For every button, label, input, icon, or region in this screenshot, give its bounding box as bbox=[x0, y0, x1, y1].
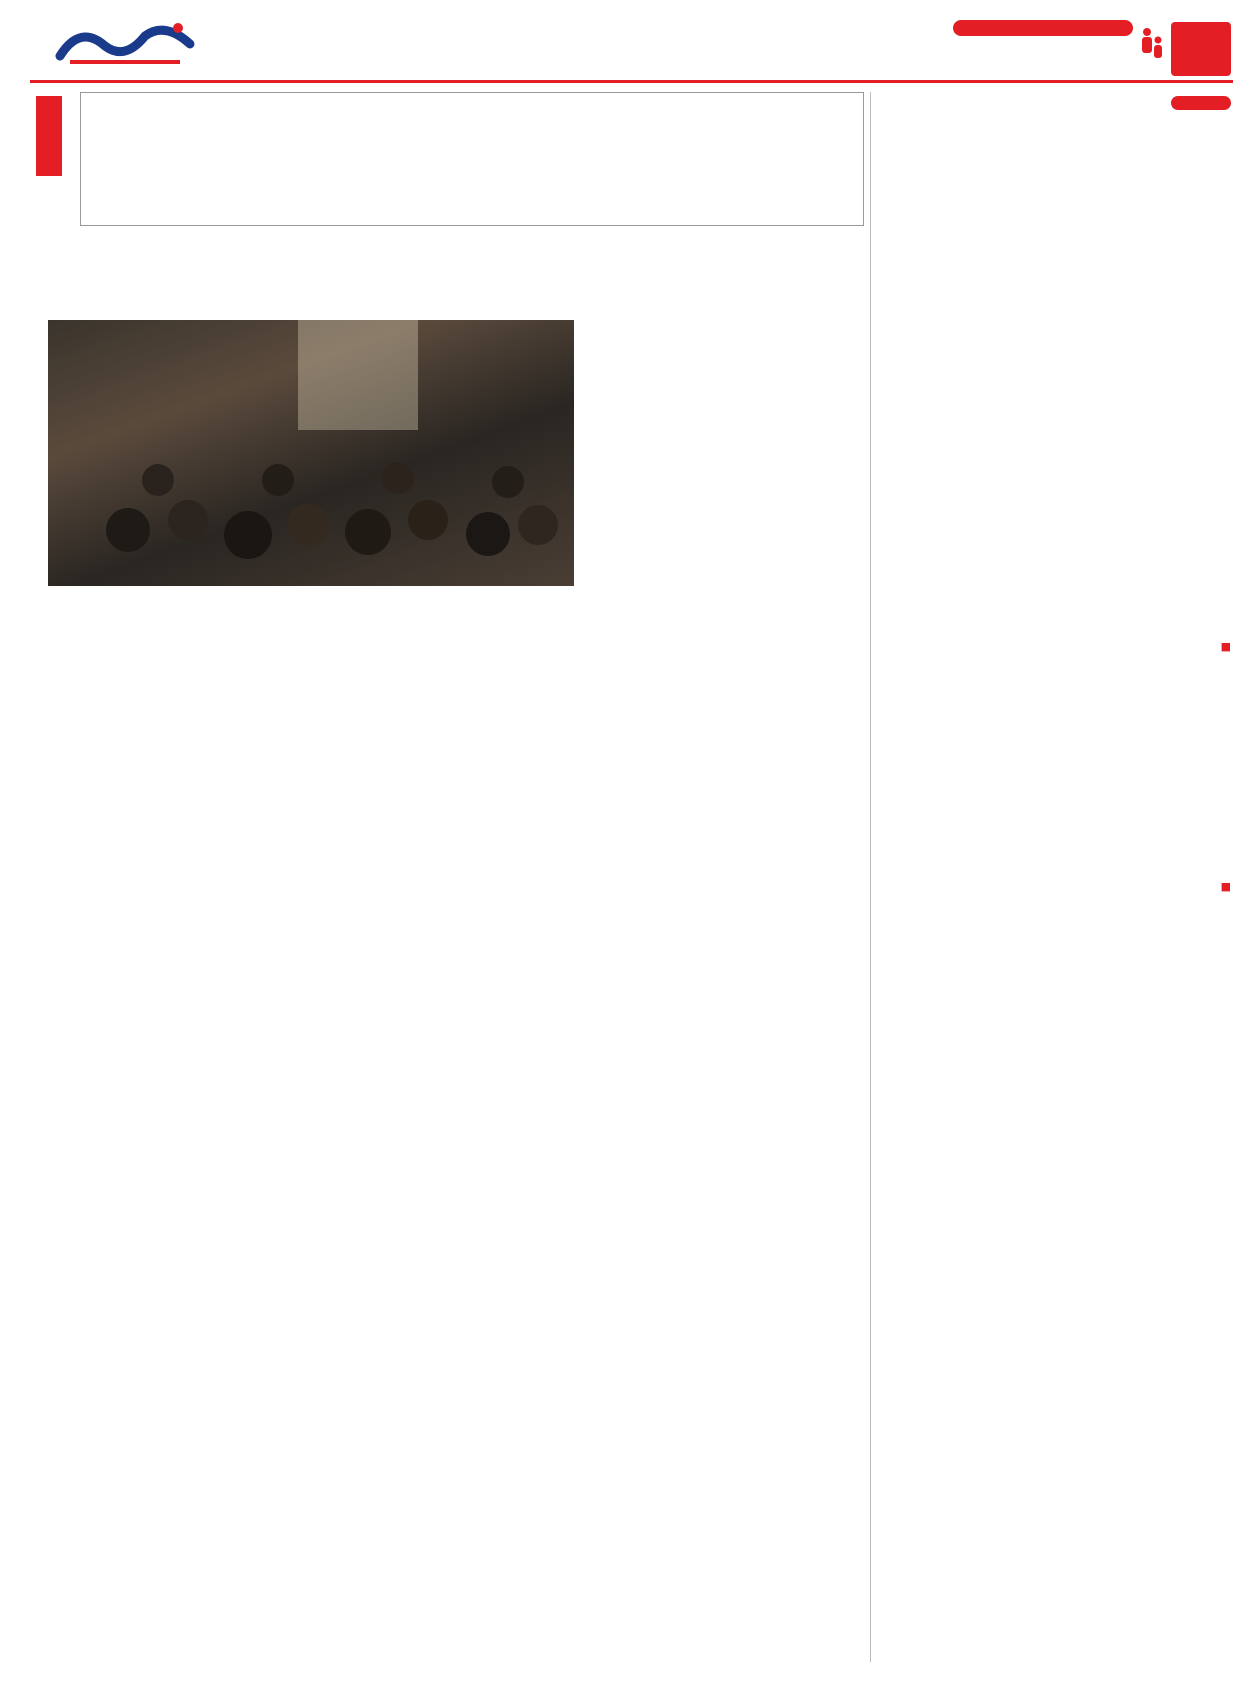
sidebar-story2-body bbox=[891, 390, 1231, 634]
page-number bbox=[1171, 22, 1231, 76]
side-badge bbox=[36, 96, 62, 176]
main-article-col1 bbox=[631, 256, 861, 704]
crowd-illustration bbox=[48, 320, 574, 586]
header-rule bbox=[30, 80, 1233, 83]
sidebar-story2-body3 bbox=[891, 900, 1231, 1080]
top-article-body bbox=[88, 134, 854, 220]
sidebar-story1-body bbox=[891, 164, 1231, 316]
sidebar-story2-body2 bbox=[891, 676, 1231, 872]
sidebar-story2-subhead1 bbox=[891, 640, 1231, 653]
newspaper-logo bbox=[50, 16, 200, 70]
subhead-marker: ■ bbox=[1220, 640, 1231, 653]
sidebar-story2-subhead2 bbox=[891, 880, 1231, 893]
subhead-marker: ■ bbox=[1220, 880, 1231, 893]
news-tag bbox=[1171, 96, 1231, 110]
sidebar-story3-body bbox=[891, 1152, 1231, 1662]
column-divider bbox=[870, 92, 871, 1662]
protest-photo bbox=[48, 320, 574, 586]
email-address[interactable] bbox=[953, 20, 1133, 36]
children-icon bbox=[1139, 26, 1165, 66]
